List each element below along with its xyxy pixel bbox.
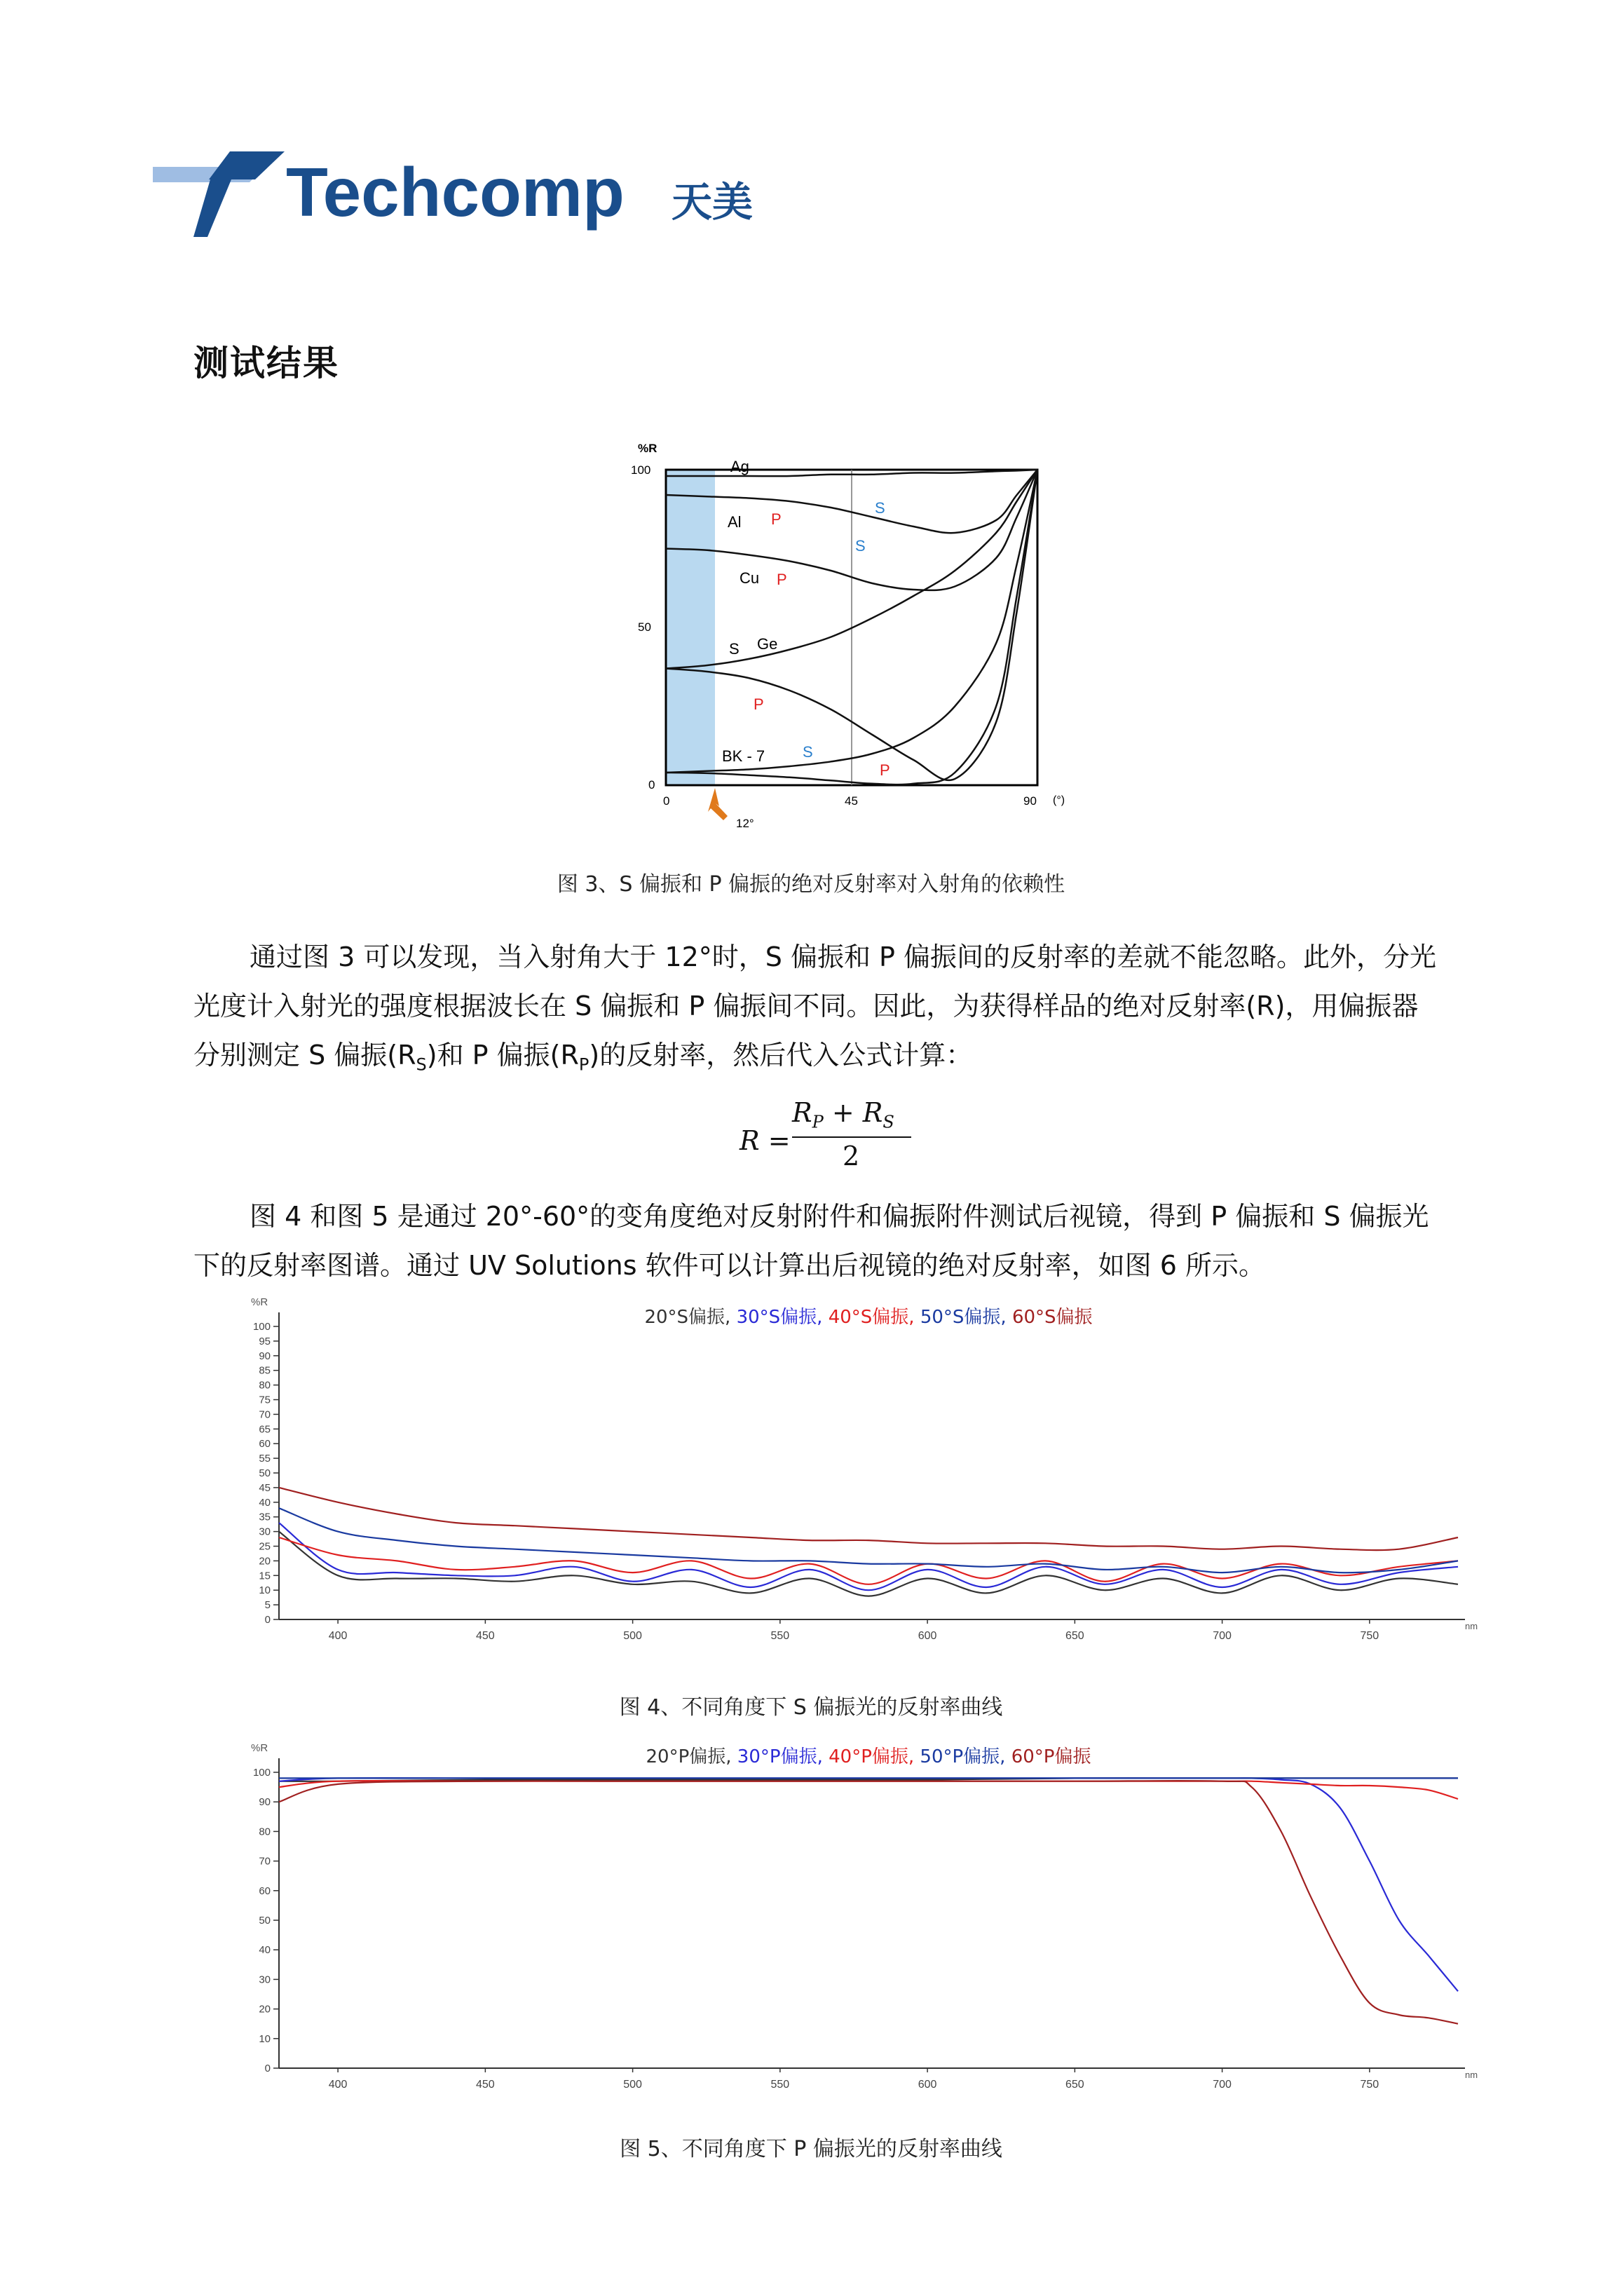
y-tick-label: 80 — [259, 1379, 271, 1392]
label-bk7-s: S — [803, 743, 813, 761]
angle-arrow-icon — [708, 788, 728, 820]
x-tick-label: 550 — [770, 1630, 790, 1642]
y-tick-50: 50 — [638, 620, 651, 634]
section-title: 测试结果 — [193, 343, 339, 383]
label-ge: Ge — [757, 635, 778, 653]
legend-item-1: 30°P偏振, — [731, 1746, 823, 1767]
legend-item-4: 60°P偏振 — [1005, 1746, 1091, 1767]
subscript-p: P — [578, 1054, 589, 1075]
x-tick-label: 600 — [918, 1630, 937, 1642]
logo-wordmark: Techcomp — [286, 154, 625, 231]
logo-cn-name: 天美 — [672, 178, 754, 226]
y-tick-label: 90 — [259, 1796, 271, 1809]
series-line-2 — [279, 1537, 1458, 1584]
x-tick-90: 90 — [1023, 794, 1037, 808]
x-axis-unit: nm — [1465, 1621, 1478, 1631]
y-tick-100: 100 — [631, 463, 651, 477]
techcomp-logo — [153, 146, 770, 251]
x-tick-45: 45 — [845, 794, 858, 808]
figure5-chart — [245, 1739, 1486, 2110]
formula-denominator: 2 — [843, 1141, 860, 1171]
label-cu: Cu — [740, 569, 760, 587]
y-tick-label: 25 — [259, 1540, 271, 1553]
legend-item-2: 40°P偏振, — [822, 1746, 915, 1767]
y-tick-label: 30 — [259, 1526, 271, 1538]
label-al: Al — [728, 513, 742, 531]
paragraph-1-end: )的反射率，然后代入公式计算： — [589, 1040, 973, 1071]
y-tick-0: 0 — [648, 778, 655, 792]
subscript-s: S — [416, 1054, 427, 1075]
y-tick-label: 10 — [259, 2032, 271, 2045]
y-tick-label: 95 — [259, 1335, 271, 1347]
label-ge-p: P — [754, 695, 764, 713]
y-axis-label: %R — [638, 442, 657, 455]
x-tick-label: 400 — [328, 2079, 348, 2091]
reflectance-formula — [722, 1097, 932, 1181]
angle-marker-label: 12° — [736, 817, 754, 830]
series-line-1 — [279, 1523, 1458, 1590]
y-tick-label: 60 — [259, 1884, 271, 1897]
x-tick-label: 600 — [918, 2079, 937, 2091]
label-cu-p: P — [777, 571, 787, 588]
legend-item-0: 20°P偏振, — [646, 1746, 732, 1767]
x-tick-label: 700 — [1213, 2079, 1232, 2091]
x-tick-label: 700 — [1213, 1630, 1232, 1642]
x-tick-label: 400 — [328, 1630, 348, 1642]
y-tick-label: 20 — [259, 2003, 271, 2016]
y-tick-label: 5 — [264, 1599, 271, 1612]
chart-legend — [644, 1307, 1092, 1328]
paragraph-1 — [193, 932, 1441, 1089]
angle-region — [666, 470, 715, 785]
legend-item-3: 50°S偏振, — [914, 1307, 1007, 1328]
y-tick-label: 50 — [259, 1467, 271, 1479]
logo-mark-stem — [193, 179, 231, 237]
x-tick-label: 650 — [1065, 2079, 1084, 2091]
label-bk7: BK - 7 — [722, 747, 765, 765]
y-tick-label: 35 — [259, 1511, 271, 1523]
x-tick-label: 450 — [475, 2079, 495, 2091]
figure5-caption: 图 5、不同角度下 P 偏振光的反射率曲线 — [620, 2137, 1002, 2161]
fraction-bar — [792, 1136, 911, 1138]
series-line-4 — [279, 1488, 1458, 1550]
legend-item-2: 40°S偏振, — [822, 1307, 915, 1328]
x-tick-label: 750 — [1360, 2079, 1379, 2091]
x-axis-unit: nm — [1465, 2070, 1478, 2080]
y-tick-label: 10 — [259, 1584, 271, 1597]
series-line-1 — [279, 1778, 1458, 1991]
legend-item-1: 30°S偏振, — [730, 1307, 823, 1328]
y-tick-label: 50 — [259, 1915, 271, 1927]
series-line-4 — [279, 1781, 1458, 2024]
logo-mark-top — [209, 151, 285, 179]
series-line-2 — [279, 1781, 1458, 1799]
legend-item-4: 60°S偏振 — [1006, 1307, 1093, 1328]
y-tick-label: 0 — [264, 1614, 271, 1626]
y-tick-label: 0 — [264, 2063, 271, 2074]
label-cu-s: S — [855, 537, 866, 555]
y-tick-label: 20 — [259, 1555, 271, 1568]
y-tick-label: 15 — [259, 1570, 271, 1582]
y-tick-label: 100 — [252, 1767, 271, 1779]
label-al-s: S — [875, 499, 885, 517]
label-ge-s: S — [729, 640, 740, 658]
x-tick-label: 500 — [623, 2079, 642, 2091]
x-tick-0: 0 — [663, 794, 670, 808]
label-bk7-p: P — [880, 761, 890, 779]
y-tick-label: 30 — [259, 1974, 271, 1986]
y-tick-label: 80 — [259, 1826, 271, 1838]
x-tick-label: 500 — [623, 1630, 642, 1642]
paragraph-1-mid: )和 P 偏振(R — [426, 1040, 579, 1071]
label-ag: Ag — [730, 458, 749, 475]
legend-item-0: 20°S偏振, — [644, 1307, 731, 1328]
x-tick-label: 750 — [1360, 1630, 1379, 1642]
y-tick-label: 60 — [259, 1438, 271, 1451]
figure3-chart — [617, 428, 1079, 834]
figure4-chart — [245, 1297, 1486, 1662]
y-tick-label: 90 — [259, 1350, 271, 1362]
x-tick-label: 650 — [1065, 1630, 1084, 1642]
y-axis-label: %R — [251, 1742, 268, 1754]
y-tick-label: 40 — [259, 1496, 271, 1509]
y-axis-label: %R — [251, 1297, 268, 1308]
y-tick-label: 70 — [259, 1408, 271, 1421]
label-al-p: P — [771, 510, 782, 528]
paragraph-1-text: 通过图 3 可以发现，当入射角大于 12°时，S 偏振和 P 偏振间的反射率的差就不能忽略。此外，分光光度计入射光的强度根据波长在 S 偏振和 P 偏振间不同。因此，为获得样品的绝对反射率(R)，用偏振器分别测定 S 偏振(R — [193, 942, 1437, 1071]
y-tick-label: 65 — [259, 1423, 271, 1436]
y-tick-label: 40 — [259, 1944, 271, 1957]
figure4-caption: 图 4、不同角度下 S 偏振光的反射率曲线 — [619, 1695, 1003, 1720]
paragraph-2 — [193, 1192, 1441, 1290]
y-tick-label: 55 — [259, 1453, 271, 1465]
legend-item-3: 50°P偏振, — [914, 1746, 1006, 1767]
formula-lhs: R = — [740, 1125, 791, 1156]
y-tick-label: 85 — [259, 1364, 271, 1377]
formula-numerator: $R_P + R_S$ — [792, 1097, 894, 1132]
chart-legend — [646, 1746, 1091, 1767]
x-tick-label: 450 — [475, 1630, 495, 1642]
y-tick-label: 70 — [259, 1855, 271, 1868]
y-tick-label: 100 — [252, 1321, 271, 1333]
paragraph-2-text: 图 4 和图 5 是通过 20°-60°的变角度绝对反射附件和偏振附件测试后视镜，得到 P 偏振和 S 偏振光下的反射率图谱。通过 UV Solutions 软件可以计算出后视镜的绝对反射率，如图 6 所示。 — [193, 1201, 1429, 1281]
x-tick-label: 550 — [770, 2079, 790, 2091]
figure3-caption: 图 3、S 偏振和 P 偏振的绝对反射率对入射角的依赖性 — [557, 872, 1065, 897]
x-unit: (°) — [1053, 794, 1065, 806]
y-tick-label: 45 — [259, 1481, 271, 1494]
y-tick-label: 75 — [259, 1394, 271, 1406]
